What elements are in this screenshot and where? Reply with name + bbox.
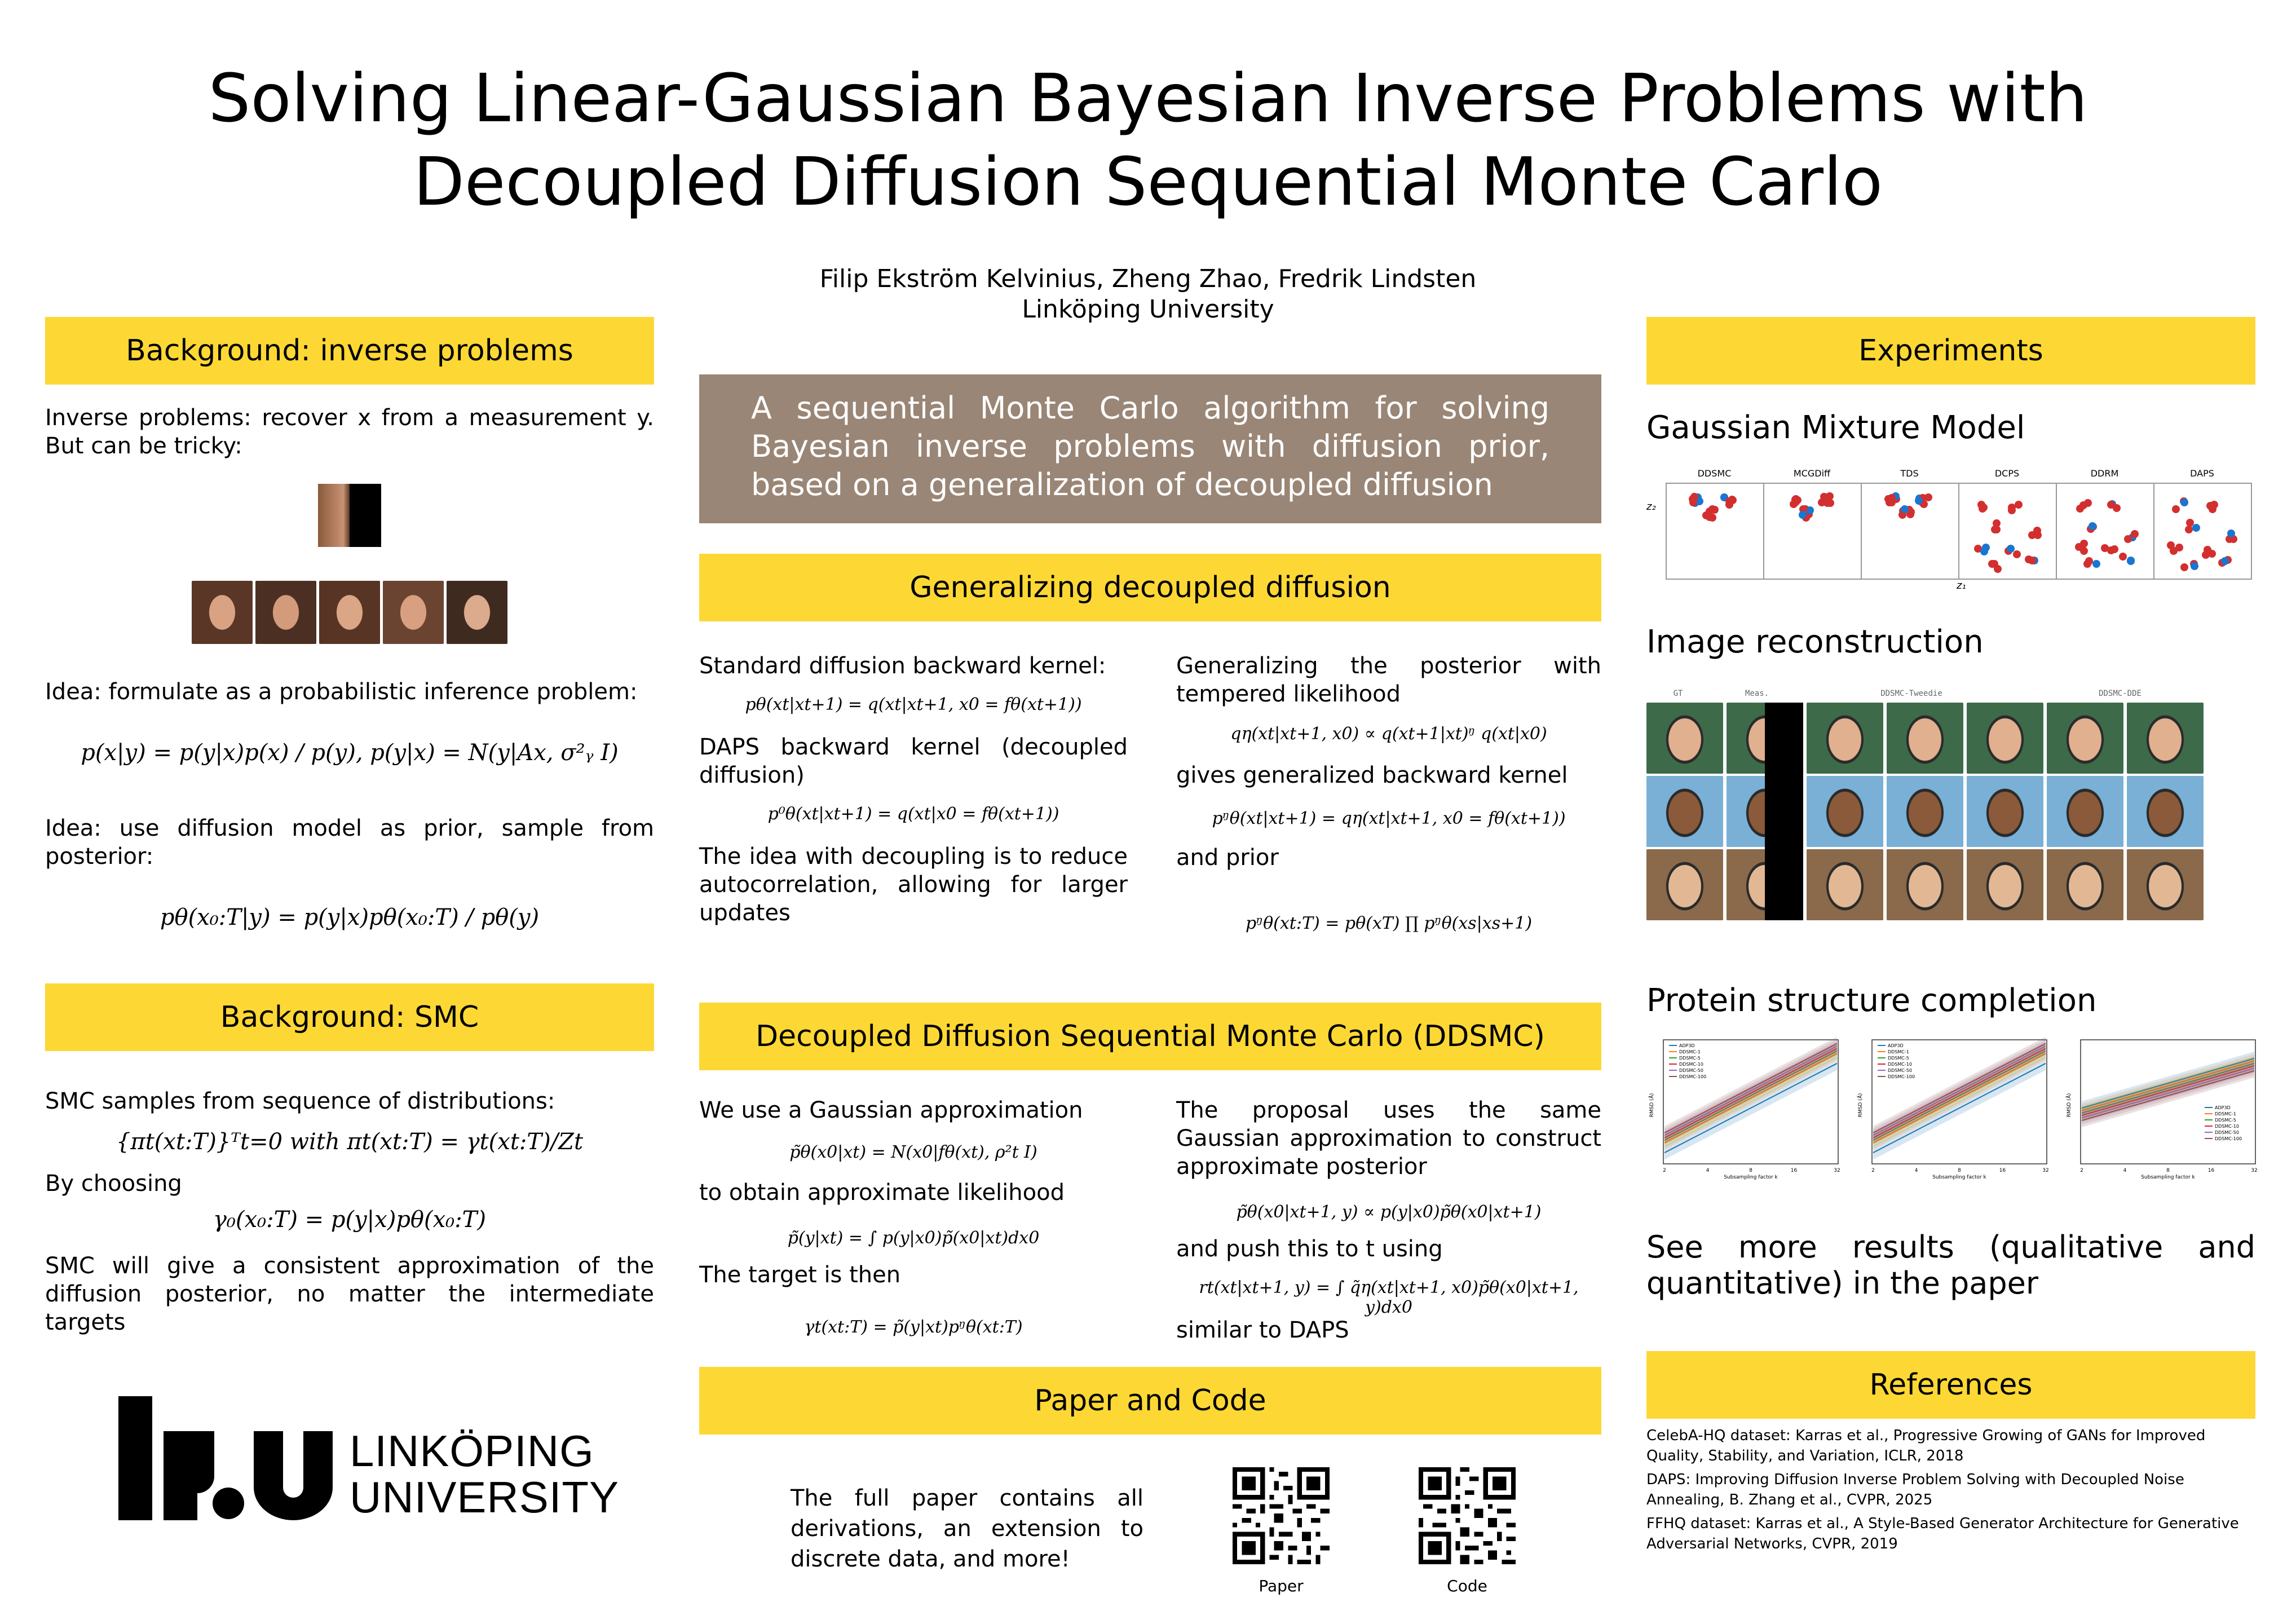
gen-standard-kernel: Standard diffusion backward kernel: — [699, 653, 1106, 679]
rmsd-x-tick: 4 — [1914, 1168, 1918, 1173]
header-ddsmc: Decoupled Diffusion Sequential Monte Carlo (DDSMC) — [699, 1003, 1601, 1070]
rmsd-x-tick: 32 — [2251, 1168, 2258, 1173]
gmm-sample-point — [2210, 501, 2218, 509]
gmm-sample-point — [2119, 553, 2127, 561]
authors-block — [564, 264, 1732, 325]
ddsmc-target-eq: γt(xt:T) = p̃(y|xt)pᵑθ(xt:T) — [804, 1317, 1023, 1337]
ddsmc-push-eq: rt(xt|xt+1, y) = ∫ q̃η(xt|xt+1, x0)p̃θ(x0|xt+1, y)dx0 — [1199, 1278, 1579, 1317]
rmsd-legend-label: DDSMC-10 — [1679, 1062, 1703, 1067]
title-line-1: Solving Linear-Gaussian Bayesian Inverse Problems with — [208, 59, 2088, 137]
gmm-sample-point — [1884, 495, 1892, 503]
rmsd-plot — [1646, 1038, 1844, 1199]
reference-item: CelebA-HQ dataset: Karras et al., Progressive Growing of GANs for Improved Quality, Stability, and Variation, ICLR, 2018 — [1646, 1427, 2206, 1464]
gmm-x-label: z₁ — [1957, 580, 1966, 592]
gmm-sample-point — [2124, 535, 2132, 543]
gmm-sample-point — [1725, 497, 1733, 505]
gmm-sample-point — [1980, 548, 1988, 555]
reconstruction-image — [1646, 849, 1723, 920]
references-list — [1646, 1426, 2255, 1554]
rmsd-legend-label: DDSMC-100 — [1888, 1074, 1915, 1079]
gmm-sample-point — [1708, 505, 1716, 513]
liu-logo-line-1: LINKÖPING — [350, 1426, 594, 1476]
liu-logo-text — [350, 1428, 619, 1520]
rmsd-legend-label: DDSMC-50 — [1679, 1068, 1703, 1073]
img-title: Image reconstruction — [1646, 624, 1984, 660]
reference-item: FFHQ dataset: Karras et al., A Style-Based Generator Architecture for Generative Adversarial Networks, CVPR, 2019 — [1646, 1515, 2239, 1552]
code-qr-icon — [1419, 1467, 1516, 1564]
reconstruction-image — [2127, 849, 2204, 920]
gen-daps-kernel-eq: p⁰θ(xt|xt+1) = q(xt|x0 = fθ(xt+1)) — [767, 804, 1059, 824]
gen-generalized-kernel-eq: pᵑθ(xt|xt+1) = qη(xt|xt+1, x0 = fθ(xt+1)) — [1212, 809, 1566, 828]
gmm-sample-point — [2227, 529, 2235, 537]
gen-decoupling-idea: The idea with decoupling is to reduce autocorrelation, allowing for larger updates — [699, 844, 1128, 926]
gmm-sample-point — [2008, 506, 2016, 514]
gmm-sample-point — [2107, 501, 2115, 509]
gmm-sample-point — [1689, 495, 1697, 503]
gmm-sample-point — [1799, 511, 1807, 519]
rmsd-x-tick: 2 — [1663, 1168, 1666, 1173]
poster-title — [0, 56, 2296, 223]
gmm-sample-point — [2015, 501, 2023, 509]
rmsd-x-tick: 32 — [1834, 1168, 1840, 1173]
posterior-samples-row — [192, 581, 507, 644]
smc-consistency: SMC will give a consistent approximation of the diffusion posterior, no matter the intermediate targets — [45, 1253, 654, 1335]
rmsd-x-tick: 2 — [2080, 1168, 2083, 1173]
gmm-sample-point — [2089, 522, 2096, 530]
smc-choosing: By choosing — [45, 1171, 182, 1197]
authors: Filip Ekström Kelvinius, Zheng Zhao, Fredrik Lindsten — [819, 264, 1477, 293]
gmm-sample-point — [2191, 562, 2198, 570]
image-reconstruction-figure — [1646, 689, 2255, 921]
bayes-equation: p(x|y) = p(y|x)p(x) / p(y), p(y|x) = N(y|Ax, σ²ᵧ I) — [81, 740, 619, 766]
header-paper-code: Paper and Code — [699, 1367, 1601, 1435]
gmm-panel — [1763, 483, 1862, 580]
header-background-inverse: Background: inverse problems — [45, 317, 654, 385]
reconstruction-image — [1967, 849, 2043, 920]
rmsd-legend-label: DDSMC-10 — [2215, 1124, 2239, 1129]
rmsd-y-label: RMSD (Å) — [1858, 1093, 1864, 1118]
sample-image — [383, 581, 444, 644]
reference-item: DAPS: Improving Diffusion Inverse Problem Solving with Decoupled Noise Annealing, B. Zhang et al., CVPR, 2025 — [1646, 1471, 2184, 1508]
paper-qr-code[interactable] — [1233, 1467, 1330, 1564]
affiliation: Linköping University — [1022, 295, 1274, 324]
rmsd-legend-label: DDSMC-5 — [1888, 1056, 1909, 1061]
sample-image — [192, 581, 253, 644]
rmsd-x-tick: 16 — [2207, 1168, 2215, 1173]
img-column-label: GT — [1673, 689, 1683, 698]
gmm-figure — [1646, 467, 2255, 594]
reconstruction-image — [2047, 849, 2123, 920]
rmsd-legend-label: ADP3D — [1888, 1043, 1904, 1048]
rmsd-legend-label: ADP3D — [1679, 1043, 1695, 1048]
rmsd-y-label: RMSD (Å) — [1649, 1093, 1655, 1118]
gmm-sample-point — [2013, 550, 2021, 558]
smc-intro: SMC samples from sequence of distributions: — [45, 1088, 555, 1114]
gen-generalized-kernel: gives generalized backward kernel — [1176, 762, 1568, 788]
rmsd-x-tick: 2 — [1871, 1168, 1875, 1173]
gmm-sample-point — [1979, 505, 1986, 513]
header-references: References — [1646, 1351, 2255, 1419]
gmm-sample-point — [2127, 557, 2135, 565]
gmm-title: Gaussian Mixture Model — [1646, 409, 2025, 446]
rmsd-x-tick: 4 — [2123, 1168, 2127, 1173]
header-generalizing: Generalizing decoupled diffusion — [699, 554, 1601, 621]
img-column-label: DDSMC-Tweedie — [1880, 689, 1942, 698]
posterior-equation: pθ(x₀:T|y) = p(y|x)pθ(x₀:T) / pθ(y) — [160, 904, 540, 930]
ddsmc-gaussian: We use a Gaussian approximation — [699, 1097, 1083, 1123]
rmsd-legend-label: DDSMC-1 — [1679, 1049, 1701, 1054]
gmm-sample-point — [2028, 557, 2036, 564]
gmm-panel-title: MCGDiff — [1793, 468, 1831, 479]
rmsd-legend-label: DDSMC-100 — [1679, 1074, 1707, 1079]
ddsmc-target: The target is then — [699, 1262, 901, 1288]
gmm-panel — [2056, 483, 2154, 580]
tagline-box: A sequential Monte Carlo algorithm for solving Bayesian inverse problems with diffusion prior, based on a generalization of decoupled diffusion — [699, 374, 1601, 523]
rmsd-legend-label: DDSMC-100 — [2215, 1136, 2242, 1141]
ddsmc-push: and push this to t using — [1176, 1236, 1443, 1262]
gmm-sample-point — [2131, 530, 2139, 538]
gmm-sample-point — [1792, 495, 1800, 503]
gmm-sample-point — [2180, 563, 2188, 571]
reconstruction-image — [1967, 703, 2043, 774]
rmsd-x-tick: 4 — [1706, 1168, 1710, 1173]
ddsmc-similar: similar to DAPS — [1176, 1317, 1349, 1343]
reconstruction-image — [1887, 849, 1963, 920]
rmsd-plot — [1855, 1038, 2052, 1199]
ddsmc-likelihood: to obtain approximate likelihood — [699, 1180, 1065, 1206]
gen-prior-eq: pᵑθ(xt:T) = pθ(xT) ∏ pᵑθ(xs|xs+1) — [1245, 914, 1533, 933]
gmm-sample-point — [2172, 505, 2180, 513]
code-qr-label: Code — [1447, 1577, 1487, 1595]
gmm-sample-point — [1702, 511, 1710, 519]
rmsd-x-tick: 16 — [1999, 1168, 2006, 1173]
header-experiments: Experiments — [1646, 317, 2255, 385]
gmm-sample-point — [2092, 560, 2100, 568]
gmm-sample-point — [1820, 493, 1828, 501]
protein-figure — [1646, 1038, 2258, 1199]
gmm-sample-point — [2192, 524, 2200, 532]
rmsd-legend-label: ADP3D — [2215, 1105, 2231, 1110]
rmsd-x-tick: 16 — [1790, 1168, 1798, 1173]
gmm-sample-point — [1991, 526, 1999, 533]
smc-sequence-equation: {πt(xt:T)}ᵀt=0 with πt(xt:T) = γt(xt:T)/Zt — [116, 1129, 584, 1155]
ddsmc-gaussian-eq: p̃θ(x0|xt) = N(x0|fθ(xt), ρ²t I) — [789, 1142, 1037, 1162]
gmm-sample-point — [2107, 546, 2115, 554]
reconstruction-image — [1807, 776, 1883, 847]
rmsd-legend-label: DDSMC-5 — [1679, 1056, 1701, 1061]
liu-logo-mark — [118, 1396, 344, 1520]
gmm-panel-title: DDRM — [2090, 468, 2119, 479]
rmsd-legend-label: DDSMC-5 — [2215, 1118, 2236, 1123]
reconstruction-image — [2047, 776, 2123, 847]
inverse-intro: Inverse problems: recover x from a measurement y. But can be tricky: — [45, 405, 654, 459]
rmsd-x-tick: 32 — [2042, 1168, 2049, 1173]
reconstruction-image — [2127, 776, 2204, 847]
gmm-sample-point — [1826, 499, 1834, 507]
rmsd-legend-label: DDSMC-50 — [2215, 1130, 2239, 1135]
reconstruction-image — [1887, 703, 1963, 774]
reconstruction-image — [1887, 776, 1963, 847]
rmsd-x-tick: 8 — [1749, 1168, 1752, 1173]
reconstruction-image — [1646, 703, 1723, 774]
gmm-sample-point — [2034, 531, 2042, 539]
gmm-sample-point — [2085, 557, 2093, 565]
liu-logo — [118, 1396, 620, 1522]
gen-standard-kernel-eq: pθ(xt|xt+1) = q(xt|xt+1, x0 = fθ(xt+1)) — [745, 695, 1082, 714]
rmsd-legend-label: DDSMC-1 — [2215, 1111, 2236, 1116]
gmm-panel — [1958, 483, 2057, 580]
sample-image — [319, 581, 380, 644]
gen-tempered-eq: qη(xt|xt+1, x0) ∝ q(xt+1|xt)ᵑ q(xt|x0) — [1230, 724, 1547, 744]
rmsd-x-label: Subsampling factor k — [1724, 1175, 1778, 1180]
gen-daps-kernel: DAPS backward kernel (decoupled diffusion) — [699, 734, 1128, 788]
inverse-idea-1: Idea: formulate as a probabilistic inference problem: — [45, 679, 638, 705]
gmm-sample-point — [2079, 501, 2087, 509]
gmm-sample-point — [1915, 497, 1923, 505]
gmm-sample-point — [2221, 557, 2229, 565]
rmsd-x-label: Subsampling factor k — [1932, 1175, 1986, 1180]
gmm-sample-point — [1906, 510, 1914, 518]
gmm-panel-title: TDS — [1900, 468, 1919, 479]
paper-qr-label: Paper — [1259, 1577, 1304, 1595]
img-column-label: DDSMC-DDE — [2099, 689, 2142, 698]
rmsd-x-label: Subsampling factor k — [2141, 1175, 2195, 1180]
gmm-panel — [1861, 483, 1959, 580]
ddsmc-likelihood-eq: p̃(y|xt) = ∫ p(y|x0)p̃(x0|xt)dx0 — [787, 1228, 1040, 1248]
reconstruction-image — [1646, 776, 1723, 847]
gen-tempered: Generalizing the posterior with tempered likelihood — [1176, 653, 1601, 707]
gmm-panel — [1666, 483, 1764, 580]
measurement-image — [318, 484, 381, 547]
rmsd-x-tick: 8 — [2166, 1168, 2170, 1173]
rmsd-legend-label: DDSMC-50 — [1888, 1068, 1912, 1073]
code-qr-code[interactable] — [1419, 1467, 1516, 1564]
liu-logo-line-2: UNIVERSITY — [350, 1472, 620, 1522]
header-background-smc: Background: SMC — [45, 983, 654, 1051]
reconstruction-image — [1807, 849, 1883, 920]
protein-title: Protein structure completion — [1646, 982, 2097, 1019]
inverse-idea-2: Idea: use diffusion model as prior, sample from posterior: — [45, 815, 654, 870]
rmsd-y-label: RMSD (Å) — [2067, 1093, 2072, 1118]
gmm-y-label: z₂ — [1646, 501, 1656, 513]
gen-prior: and prior — [1176, 845, 1279, 871]
gmm-panel-title: DCPS — [1994, 468, 2020, 479]
gmm-sample-point — [1994, 565, 2002, 573]
see-more-text: See more results (qualitative and quantitative) in the paper — [1646, 1229, 2255, 1301]
gmm-sample-point — [1924, 493, 1932, 501]
gmm-sample-point — [2170, 547, 2178, 555]
smc-target-equation: γ₀(x₀:T) = p(y|x)pθ(x₀:T) — [213, 1207, 486, 1233]
gmm-sample-point — [2202, 551, 2210, 559]
gmm-panel — [2153, 483, 2252, 580]
paper-qr-icon — [1233, 1467, 1330, 1564]
gmm-sample-point — [2186, 519, 2194, 527]
paper-code-text: The full paper contains all derivations, an extension to discrete data, and more! — [791, 1485, 1143, 1572]
sample-image — [255, 581, 316, 644]
gmm-panel-title: DAPS — [2190, 468, 2214, 479]
ddsmc-proposal-eq: p̃θ(x0|xt+1, y) ∝ p(y|x0)p̃θ(x0|xt+1) — [1236, 1202, 1542, 1222]
reconstruction-image — [2047, 703, 2123, 774]
rmsd-x-tick: 8 — [1958, 1168, 1961, 1173]
rmsd-legend-label: DDSMC-10 — [1888, 1062, 1912, 1067]
img-column-label: Meas. — [1745, 689, 1769, 698]
reconstruction-image — [2127, 703, 2204, 774]
gmm-sample-point — [2180, 498, 2188, 506]
gmm-sample-point — [2075, 543, 2083, 551]
reconstruction-image — [1967, 776, 2043, 847]
ddsmc-proposal: The proposal uses the same Gaussian approximation to construct approximate posterior — [1176, 1097, 1601, 1180]
gmm-sample-point — [1806, 506, 1814, 514]
gmm-panel-title: DDSMC — [1697, 468, 1732, 479]
sample-image — [447, 581, 507, 644]
rmsd-plot — [2064, 1038, 2261, 1199]
measurement-mask — [1765, 703, 1803, 920]
gmm-sample-point — [2185, 526, 2193, 533]
reconstruction-image — [1807, 703, 1883, 774]
rmsd-legend-label: DDSMC-1 — [1888, 1049, 1909, 1054]
title-line-2: Decoupled Diffusion Sequential Monte Carlo — [413, 143, 1883, 220]
